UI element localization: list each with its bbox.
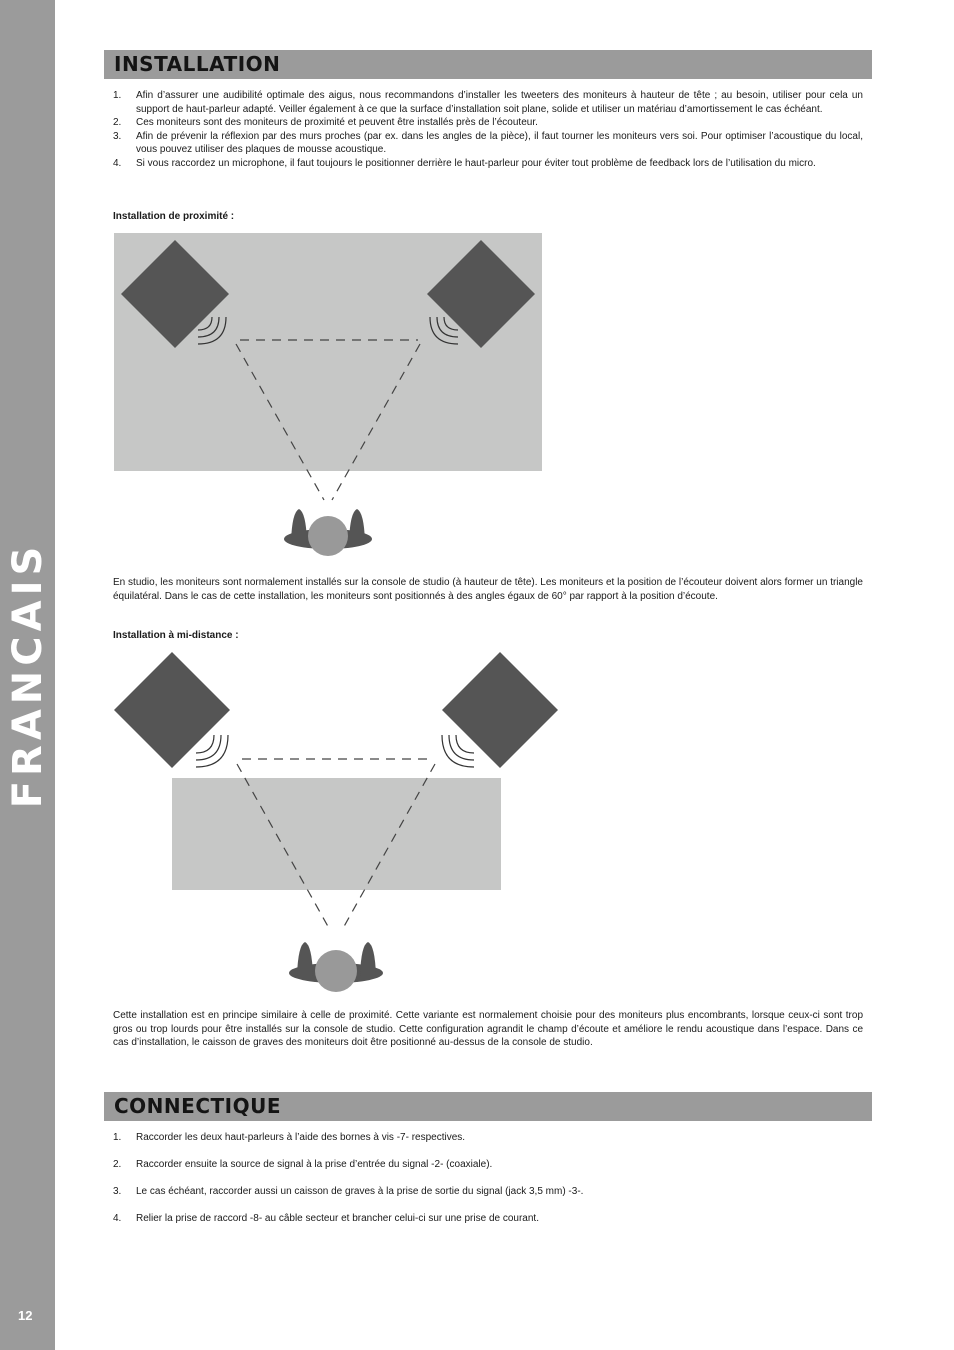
connectique-list — [113, 1131, 863, 1239]
sound-wave-icon — [196, 735, 228, 767]
studio-console — [172, 778, 501, 890]
left-speaker-icon — [114, 652, 230, 768]
connectique-heading: CONNECTIQUE — [104, 1092, 872, 1121]
listener-icon — [289, 942, 383, 992]
list-item: 3. Afin de prévenir la réflexion par des murs proches (par ex. dans les angles de la pièce), il faut tourner les moniteurs vers soi. Pour optimiser l’acoustique du local, vous pouvez utiliser des plaques de mousse acoustique. — [113, 130, 863, 155]
sound-wave-icon — [442, 735, 474, 767]
list-item: 1. Raccorder les deux haut-parleurs à l’aide des bornes à vis -7- respectives. — [113, 1132, 466, 1143]
list-item-text: Relier la prise de raccord -8- au câble secteur et brancher celui-ci sur une prise de courant. — [136, 1213, 539, 1224]
mid-distance-subheading: Installation à mi-distance : — [113, 630, 239, 641]
list-item: 1. Afin d’assurer une audibilité optimale des aigus, nous recommandons d’installer les tweeters des moniteurs à hauteur de tête ; au besoin, utiliser pour cela un support de haut-parleur adapté. Veiller également à ce que la surface d’installation soit plane, solide et utiliser un matériau d’amortissement le cas échéant. — [113, 90, 863, 115]
installation-heading: INSTALLATION — [104, 50, 872, 79]
list-item-text: Le cas échéant, raccorder aussi un caisson de graves à la prise de sortie du signal (jack 3,5 mm) -3-. — [136, 1186, 584, 1197]
list-item-text: Ces moniteurs sont des moniteurs de proximité et peuvent être installés près de l’écouteur. — [136, 117, 538, 128]
page-number: 12 — [18, 1308, 33, 1323]
right-speaker-icon — [442, 652, 558, 768]
list-item: 4. Si vous raccordez un microphone, il faut toujours le positionner derrière le haut-parleur pour éviter tout problème de feedback lors de l’utilisation du micro. — [113, 157, 816, 169]
language-title: FRANCAIS — [5, 541, 51, 809]
list-item: 2. Ces moniteurs sont des moniteurs de proximité et peuvent être installés près de l’écouteur. — [113, 117, 538, 128]
list-item-text: Raccorder les deux haut-parleurs à l’aide des bornes à vis -7- respectives. — [136, 1132, 466, 1143]
list-item: 2. Raccorder ensuite la source de signal à la prise d’entrée du signal -2- (coaxiale). — [113, 1159, 493, 1170]
list-item-text: Afin d’assurer une audibilité optimale des aigus, nous recommandons d’installer les tweeters des moniteurs à hauteur de tête ; au besoin, utiliser pour cela un support de haut-parleur adapté. Veiller également à ce que la surface d’installation soit plane, solide et utiliser un matériau d’amortissement le cas échéant. — [136, 90, 863, 115]
list-item: 4. Relier la prise de raccord -8- au câble secteur et brancher celui-ci sur une prise de courant. — [113, 1213, 539, 1224]
proximity-subheading: Installation de proximité : — [113, 211, 235, 222]
proximity-description: En studio, les moniteurs sont normalement installés sur la console de studio (à hauteur de tête). Les moniteurs et la position de l’écouteur doivent alors former un triangle équilatéral. Dans le cas de cette installation, les moniteurs sont positionnés à des angles égaux de 60° par rapport à la position d’écoute. — [113, 577, 863, 602]
list-item-text: Afin de prévenir la réflexion par des murs proches (par ex. dans les angles de la pièce), il faut tourner les moniteurs vers soi. Pour optimiser l’acoustique du local, vous pouvez utiliser des plaques de mousse acoustique. — [136, 130, 863, 155]
list-item-text: Raccorder ensuite la source de signal à la prise d’entrée du signal -2- (coaxiale). — [136, 1159, 493, 1170]
list-item-text: Si vous raccordez un microphone, il faut toujours le positionner derrière le haut-parleur pour éviter tout problème de feedback lors de l’utilisation du micro. — [136, 157, 816, 169]
mid-distance-description: Cette installation est en principe similaire à celle de proximité. Cette variante est normalement choisie pour des moniteurs plus encombrants, lorsque ceux-ci sont trop gros ou trop lourds pour être installés sur la console de studio. Cette configuration agrandit le champ d’écoute et améliore le rendu acoustique dans l’espace. Dans ce cas d’installation, le caisson de graves des moniteurs doit être positionné au-dessus de la console de studio. — [113, 1010, 863, 1048]
list-item: 3. Le cas échéant, raccorder aussi un caisson de graves à la prise de sortie du signal (jack 3,5 mm) -3-. — [113, 1186, 584, 1197]
